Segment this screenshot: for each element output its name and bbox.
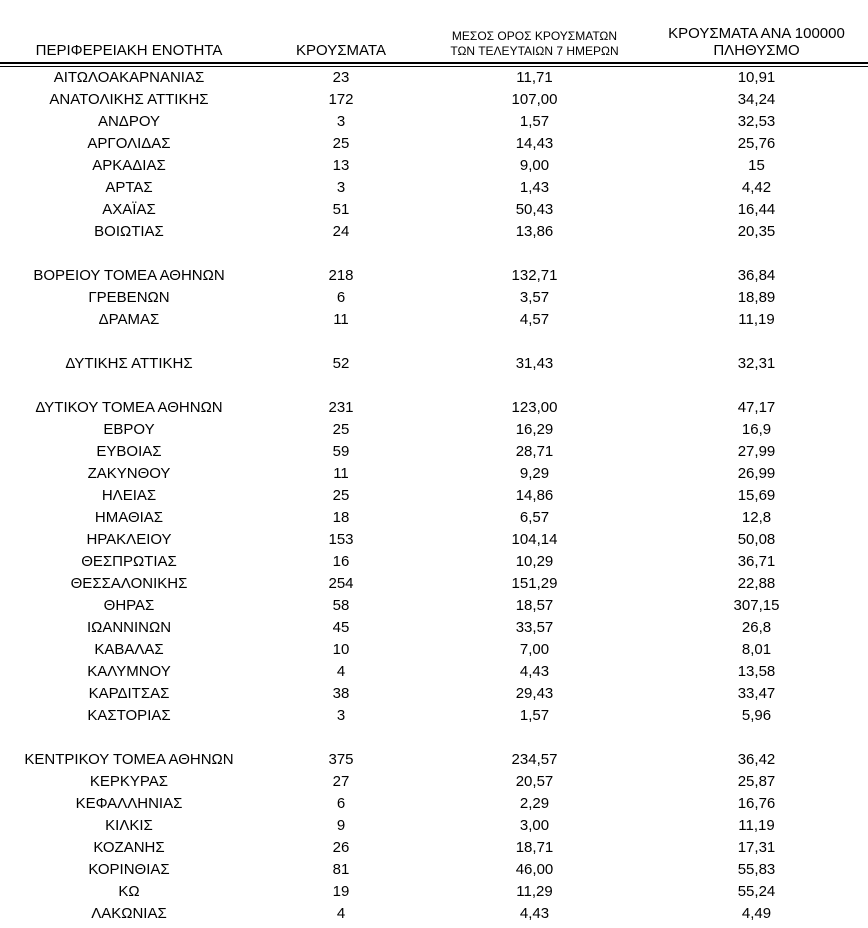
region-cell: ΚΑΣΤΟΡΙΑΣ (87, 707, 171, 724)
table-row (0, 67, 868, 89)
table-row (0, 749, 868, 771)
per-100k-cell: 32,31 (737, 355, 776, 372)
cases-cell: 51 (332, 201, 350, 218)
table-row (0, 155, 868, 177)
region-cell: ΑΝΑΤΟΛΙΚΗΣ ΑΤΤΙΚΗΣ (49, 91, 209, 108)
table-row (0, 903, 868, 925)
avg-7day-cell: 2,29 (519, 795, 550, 812)
column-header-cases-label: ΚΡΟΥΣΜΑΤΑ (296, 42, 386, 59)
cases-cell: 18 (332, 509, 350, 526)
cases-cell: 11 (333, 311, 349, 328)
avg-7day-cell: 14,43 (515, 135, 554, 152)
avg-7day-cell: 123,00 (511, 399, 558, 416)
region-cell: ΛΑΚΩΝΙΑΣ (91, 905, 167, 922)
avg-7day-cell: 3,57 (519, 289, 550, 306)
region-cell: ΚΟΖΑΝΗΣ (93, 839, 165, 856)
region-cell: ΚΕΦΑΛΛΗΝΙΑΣ (75, 795, 183, 812)
region-cell: ΔΥΤΙΚΟΥ ΤΟΜΕΑ ΑΘΗΝΩΝ (35, 399, 223, 416)
per-100k-cell: 33,47 (737, 685, 776, 702)
blank-spacer-row (0, 331, 868, 353)
table-row (0, 595, 868, 617)
column-header-regional-unit (0, 42, 258, 62)
region-cell: ΒΟΡΕΙΟΥ ΤΟΜΕΑ ΑΘΗΝΩΝ (33, 267, 225, 284)
cases-cell: 25 (332, 135, 350, 152)
cases-cell: 172 (328, 91, 354, 108)
region-cell: ΑΡΓΟΛΙΔΑΣ (87, 135, 171, 152)
cases-cell: 6 (336, 289, 346, 306)
cases-cell: 52 (332, 355, 350, 372)
per-100k-cell: 25,76 (737, 135, 776, 152)
avg-7day-cell: 7,00 (519, 641, 550, 658)
table-row (0, 89, 868, 111)
cases-cell: 26 (332, 839, 350, 856)
table-row (0, 573, 868, 595)
table-row (0, 793, 868, 815)
per-100k-cell: 11,19 (738, 817, 775, 834)
per-100k-cell: 16,44 (737, 201, 776, 218)
table-row (0, 441, 868, 463)
cases-cell: 218 (328, 267, 354, 284)
table-row (0, 837, 868, 859)
per-100k-cell: 22,88 (737, 575, 776, 592)
avg-7day-cell: 50,43 (515, 201, 554, 218)
region-cell: ΔΥΤΙΚΗΣ ΑΤΤΙΚΗΣ (65, 355, 193, 372)
table-row (0, 133, 868, 155)
cases-cell: 4 (336, 905, 346, 922)
avg-7day-cell: 4,43 (519, 663, 550, 680)
region-cell: ΑΡΚΑΔΙΑΣ (92, 157, 166, 174)
table-row (0, 111, 868, 133)
table-row (0, 353, 868, 375)
per-100k-cell: 15,69 (737, 487, 776, 504)
cases-cell: 81 (332, 861, 350, 878)
cases-cell: 10 (332, 641, 350, 658)
cases-cell: 9 (336, 817, 346, 834)
region-cell: ΑΙΤΩΛΟΑΚΑΡΝΑΝΙΑΣ (53, 69, 205, 86)
table-row (0, 683, 868, 705)
region-cell: ΙΩΑΝΝΙΝΩΝ (86, 619, 172, 636)
region-cell: ΚΑΒΑΛΑΣ (94, 641, 164, 658)
avg-7day-cell: 13,86 (515, 223, 554, 240)
table-body (0, 67, 868, 925)
cases-cell: 6 (336, 795, 346, 812)
per-100k-cell: 16,9 (741, 421, 772, 438)
table-row (0, 199, 868, 221)
avg-7day-cell: 10,29 (515, 553, 554, 570)
table-row (0, 397, 868, 419)
avg-7day-cell: 4,43 (519, 905, 550, 922)
column-header-avg-7day (424, 29, 645, 62)
avg-7day-cell: 6,57 (519, 509, 550, 526)
per-100k-cell: 27,99 (737, 443, 776, 460)
per-100k-cell: 26,99 (737, 465, 776, 482)
per-100k-cell: 26,8 (741, 619, 772, 636)
avg-7day-cell: 151,29 (511, 575, 558, 592)
region-cell: ΒΟΙΩΤΙΑΣ (94, 223, 164, 240)
cases-cell: 58 (332, 597, 350, 614)
per-100k-cell: 55,24 (737, 883, 776, 900)
cases-cell: 25 (332, 487, 350, 504)
per-100k-cell: 36,84 (737, 267, 776, 284)
avg-7day-cell: 29,43 (515, 685, 554, 702)
column-header-cases (258, 42, 424, 62)
cases-cell: 375 (328, 751, 354, 768)
region-cell: ΘΕΣΣΑΛΟΝΙΚΗΣ (70, 575, 188, 592)
cases-cell: 24 (332, 223, 350, 240)
column-header-regional-unit-label: ΠΕΡΙΦΕΡΕΙΑΚΗ ΕΝΟΤΗΤΑ (35, 42, 223, 59)
table-header-row (0, 0, 868, 62)
per-100k-cell: 47,17 (737, 399, 776, 416)
per-100k-cell: 20,35 (737, 223, 776, 240)
cases-cell: 254 (328, 575, 354, 592)
region-cell: ΘΗΡΑΣ (103, 597, 155, 614)
column-header-avg-7day-label: ΜΕΣΟΣ ΟΡΟΣ ΚΡΟΥΣΜΑΤΩΝ ΤΩΝ ΤΕΛΕΥΤΑΙΩΝ 7 ΗΜΕΡΩΝ (450, 29, 619, 58)
table-row (0, 265, 868, 287)
per-100k-cell: 10,91 (737, 69, 776, 86)
table-row (0, 551, 868, 573)
avg-7day-cell: 11,71 (516, 69, 553, 86)
per-100k-cell: 13,58 (737, 663, 776, 680)
per-100k-cell: 18,89 (737, 289, 776, 306)
region-cell: ΑΡΤΑΣ (105, 179, 153, 196)
table-row (0, 419, 868, 441)
region-cell: ΗΡΑΚΛΕΙΟΥ (86, 531, 172, 548)
cases-cell: 19 (332, 883, 350, 900)
region-cell: ΔΡΑΜΑΣ (98, 311, 160, 328)
avg-7day-cell: 1,57 (519, 707, 550, 724)
avg-7day-cell: 16,29 (515, 421, 554, 438)
cases-cell: 16 (332, 553, 350, 570)
column-header-per-100k-label: ΚΡΟΥΣΜΑΤΑ ΑΝΑ 100000 ΠΛΗΘΥΣΜΟ (668, 25, 845, 59)
region-cell: ΚΕΡΚΥΡΑΣ (89, 773, 169, 790)
avg-7day-cell: 28,71 (515, 443, 554, 460)
avg-7day-cell: 234,57 (511, 751, 558, 768)
cases-cell: 231 (328, 399, 354, 416)
avg-7day-cell: 132,71 (511, 267, 558, 284)
avg-7day-cell: 46,00 (515, 861, 554, 878)
cases-cell: 38 (332, 685, 350, 702)
avg-7day-cell: 11,29 (516, 883, 553, 900)
table-row (0, 221, 868, 243)
avg-7day-cell: 4,57 (519, 311, 550, 328)
cases-cell: 153 (328, 531, 354, 548)
avg-7day-cell: 20,57 (515, 773, 554, 790)
region-cell: ΚΩ (118, 883, 140, 900)
per-100k-cell: 50,08 (737, 531, 776, 548)
per-100k-cell: 36,42 (737, 751, 776, 768)
cases-cell: 25 (332, 421, 350, 438)
table-row (0, 529, 868, 551)
per-100k-cell: 36,71 (737, 553, 776, 570)
table-row (0, 287, 868, 309)
cases-cell: 11 (333, 465, 349, 482)
table-row (0, 463, 868, 485)
per-100k-cell: 32,53 (737, 113, 776, 130)
cases-cell: 27 (332, 773, 350, 790)
region-cell: ΚΙΛΚΙΣ (105, 817, 153, 834)
table-row (0, 309, 868, 331)
blank-spacer-row (0, 375, 868, 397)
avg-7day-cell: 18,57 (515, 597, 554, 614)
table-row (0, 507, 868, 529)
region-cell: ΑΧΑΪΑΣ (102, 201, 156, 218)
avg-7day-cell: 9,00 (519, 157, 550, 174)
per-100k-cell: 55,83 (737, 861, 776, 878)
cases-cell: 4 (336, 663, 346, 680)
per-100k-cell: 4,49 (741, 905, 772, 922)
region-cell: ΘΕΣΠΡΩΤΙΑΣ (81, 553, 177, 570)
per-100k-cell: 5,96 (741, 707, 772, 724)
region-cell: ΗΛΕΙΑΣ (101, 487, 157, 504)
avg-7day-cell: 3,00 (519, 817, 550, 834)
per-100k-cell: 34,24 (737, 91, 776, 108)
avg-7day-cell: 1,57 (519, 113, 550, 130)
avg-7day-cell: 9,29 (519, 465, 550, 482)
region-cell: ΚΑΛΥΜΝΟΥ (87, 663, 171, 680)
blank-spacer-row (0, 727, 868, 749)
cases-cell: 23 (332, 69, 350, 86)
per-100k-cell: 12,8 (741, 509, 772, 526)
per-100k-cell: 15 (748, 157, 765, 174)
region-cell: ΓΡΕΒΕΝΩΝ (88, 289, 170, 306)
table-row (0, 661, 868, 683)
cases-cell: 3 (336, 113, 346, 130)
per-100k-cell: 11,19 (738, 311, 775, 328)
cases-cell: 45 (332, 619, 350, 636)
cases-cell: 59 (332, 443, 350, 460)
region-cell: ΚΑΡΔΙΤΣΑΣ (88, 685, 170, 702)
table-row (0, 815, 868, 837)
region-cell: ΚΕΝΤΡΙΚΟΥ ΤΟΜΕΑ ΑΘΗΝΩΝ (24, 751, 234, 768)
per-100k-cell: 307,15 (733, 597, 780, 614)
avg-7day-cell: 18,71 (515, 839, 554, 856)
table-row (0, 617, 868, 639)
per-100k-cell: 4,42 (741, 179, 772, 196)
table-row (0, 177, 868, 199)
blank-spacer-row (0, 243, 868, 265)
cases-cell: 3 (336, 179, 346, 196)
avg-7day-cell: 14,86 (515, 487, 554, 504)
table-row (0, 639, 868, 661)
region-cell: ΕΥΒΟΙΑΣ (96, 443, 162, 460)
per-100k-cell: 17,31 (737, 839, 776, 856)
cases-cell: 3 (336, 707, 346, 724)
region-cell: ΚΟΡΙΝΘΙΑΣ (88, 861, 170, 878)
avg-7day-cell: 104,14 (511, 531, 558, 548)
region-cell: ΑΝΔΡΟΥ (97, 113, 161, 130)
per-100k-cell: 16,76 (737, 795, 776, 812)
table-row (0, 705, 868, 727)
region-cell: ΗΜΑΘΙΑΣ (94, 509, 164, 526)
cases-cell: 13 (332, 157, 350, 174)
table-row (0, 881, 868, 903)
region-cell: ΖΑΚΥΝΘΟΥ (87, 465, 171, 482)
avg-7day-cell: 33,57 (515, 619, 554, 636)
per-100k-cell: 8,01 (741, 641, 772, 658)
per-100k-cell: 25,87 (737, 773, 776, 790)
region-cell: ΕΒΡΟΥ (103, 421, 155, 438)
column-header-per-100k (645, 25, 868, 62)
avg-7day-cell: 107,00 (511, 91, 558, 108)
table-row (0, 859, 868, 881)
table-row (0, 771, 868, 793)
table-row (0, 485, 868, 507)
avg-7day-cell: 1,43 (519, 179, 550, 196)
avg-7day-cell: 31,43 (515, 355, 554, 372)
